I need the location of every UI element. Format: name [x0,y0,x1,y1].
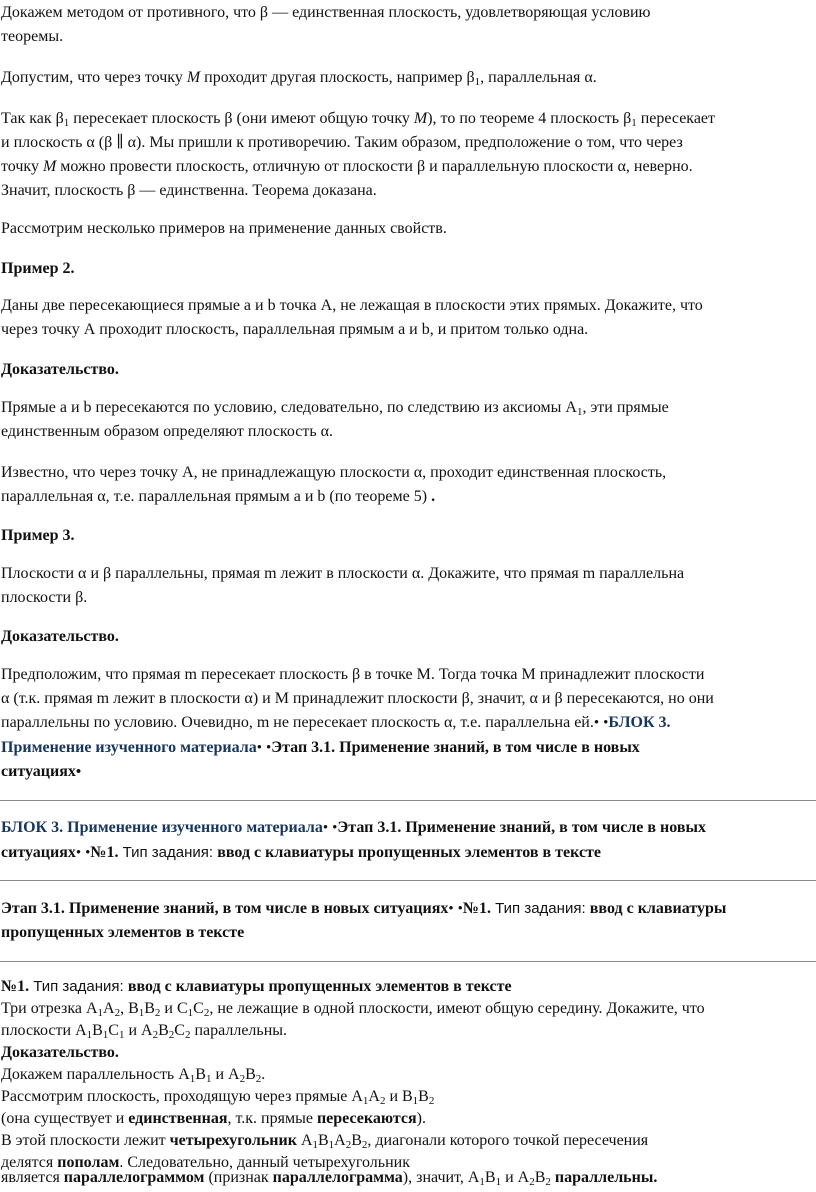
text-line: В этой плоскости лежит четырехугольник $А_1В_1А_2В_2$, диагонали которого точкой пересечения [1,1132,649,1151]
text-line: Докажем методом от противного, что β — единственная плоскость, удовлетворяющая условию [1,4,651,21]
text-line: Даны две пересекающиеся прямые а и b точка А, не лежащая в плоскости этих прямых. Докажите, что [1,297,703,314]
filled-blank[interactable]: четырехугольник [169,1132,297,1149]
text-line: Предположим, что прямая m пересекает плоскость β в точке М. Тогда точка М принадлежит плоскости [1,666,705,683]
text-line: и плоскость α (β ∥ α). Мы пришли к противоречию. Таким образом, предположение о том, что через [1,134,683,151]
divider [0,800,816,801]
task-number[interactable]: №1. [90,844,119,861]
text-line: Рассмотрим плоскость, проходящую через прямые $А_1А_2$ и $В_1В_2$ [1,1088,435,1107]
filled-blank[interactable]: пополам [57,1154,120,1171]
text-line: Так как $\beta_1$ пересекает плоскость β (они имеют общую точку M), то по теореме 4 плоскость $\beta_1$ пересекает [1,110,716,129]
text-line: α (т.к. прямая m лежит в плоскости α) и М принадлежит плоскости β, значит, α и β пересекаются, но они [1,690,714,707]
text-line: единственным образом определяют плоскость α. [1,423,334,440]
text-line: Прямые а и b пересекаются по условию, следовательно, по следствию из аксиомы $А_1$, эти прямые [1,399,669,418]
text-line: теоремы. [1,28,64,45]
example-heading: Пример 3. [1,527,75,544]
filled-blank[interactable]: пересекаются [316,1110,417,1127]
text-line: точку M можно провести плоскость, отличную от плоскости β и параллельную плоскости α, неверно. [1,158,693,175]
example-heading: Пример 2. [1,260,75,277]
text-line: Три отрезка $А_1А_2$, $В_1В_2$ и $С_1С_2$, не лежащие в одной плоскости, имеют общую середину. Докажите, что [1,1000,705,1019]
text-line: Рассмотрим несколько примеров на применение данных свойств. [1,220,447,237]
filled-blank[interactable]: параллельны. [554,1169,658,1186]
breadcrumb: ситуациях• [1,763,82,780]
proof-heading: Доказательство. [1,1044,119,1061]
breadcrumb-block-link[interactable]: БЛОК 3. Применение изученного материала [1,819,323,836]
proof-heading: Доказательство. [1,628,119,645]
text-line: через точку А проходит плоскость, параллельная прямым а и b, и притом только одна. [1,321,589,338]
task-header: №1. Тип задания: ввод с клавиатуры пропущенных элементов в тексте [1,978,512,995]
text-line: Известно, что через точку А, не принадлежащую плоскости α, проходит единственная плоскость, [1,464,667,481]
filled-blank[interactable]: параллелограммом [63,1169,205,1186]
text-line: Плоскости α и β параллельны, прямая m лежит в плоскости α. Докажите, что прямая m параллельна [1,565,685,582]
text-line: Допустим, что через точку M проходит другая плоскость, например $\beta_1$, параллельная α. [1,69,597,88]
breadcrumb: пропущенных элементов в тексте [1,924,245,941]
text-line: делятся пополам. Следовательно, данный четырехугольник [1,1154,410,1171]
breadcrumb: Применение изученного материала• •Этап 3.1. Применение знаний, в том числе в новых [1,739,640,756]
proof-heading: Доказательство. [1,361,119,378]
breadcrumb: Этап 3.1. Применение знаний, в том числе в новых ситуациях• •№1. Тип задания: ввод с клавиатуры [1,900,727,917]
divider [0,961,816,962]
text-line: является параллелограммом (признак параллелограмма), значит, $А_1В_1$ и $А_2В_2$ параллельны. [1,1169,658,1188]
breadcrumb-stage[interactable]: Этап 3.1. Применение знаний, в том числе в новых [271,739,640,756]
filled-blank[interactable]: единственная [128,1110,228,1127]
text-line: параллельны по условию. Очевидно, m не пересекает плоскость α, т.е. параллельна ей.• •БЛОК 3. [1,714,671,731]
text-line: Значит, плоскость β — единственна. Теорема доказана. [1,182,377,199]
text-line: (она существует и единственная, т.к. прямые пересекаются). [1,1110,426,1127]
breadcrumb-stage[interactable]: Этап 3.1. Применение знаний, в том числе в новых [337,819,706,836]
text-line: плоскости $А_1В_1С_1$ и $А_2В_2С_2$ параллельны. [1,1022,288,1041]
text-line: плоскости β. [1,589,88,606]
breadcrumb-block-link[interactable]: БЛОК 3. [608,714,671,731]
breadcrumb: ситуациях• •№1. Тип задания: ввод с клавиатуры пропущенных элементов в тексте [1,844,602,861]
breadcrumb: БЛОК 3. Применение изученного материала• •Этап 3.1. Применение знаний, в том числе в новых [1,819,706,836]
text-line: Докажем параллельность $А_1В_1$ и $А_2В_2$. [1,1066,266,1085]
filled-blank[interactable]: параллелограмма [272,1169,403,1186]
text-line: параллельная α, т.е. параллельная прямым а и b (по теореме 5) . [1,488,436,505]
breadcrumb-stage[interactable]: Этап 3.1. Применение знаний, в том числе в новых ситуациях [1,900,449,917]
breadcrumb-block-title-link[interactable]: Применение изученного материала [1,739,257,756]
divider [0,880,816,881]
